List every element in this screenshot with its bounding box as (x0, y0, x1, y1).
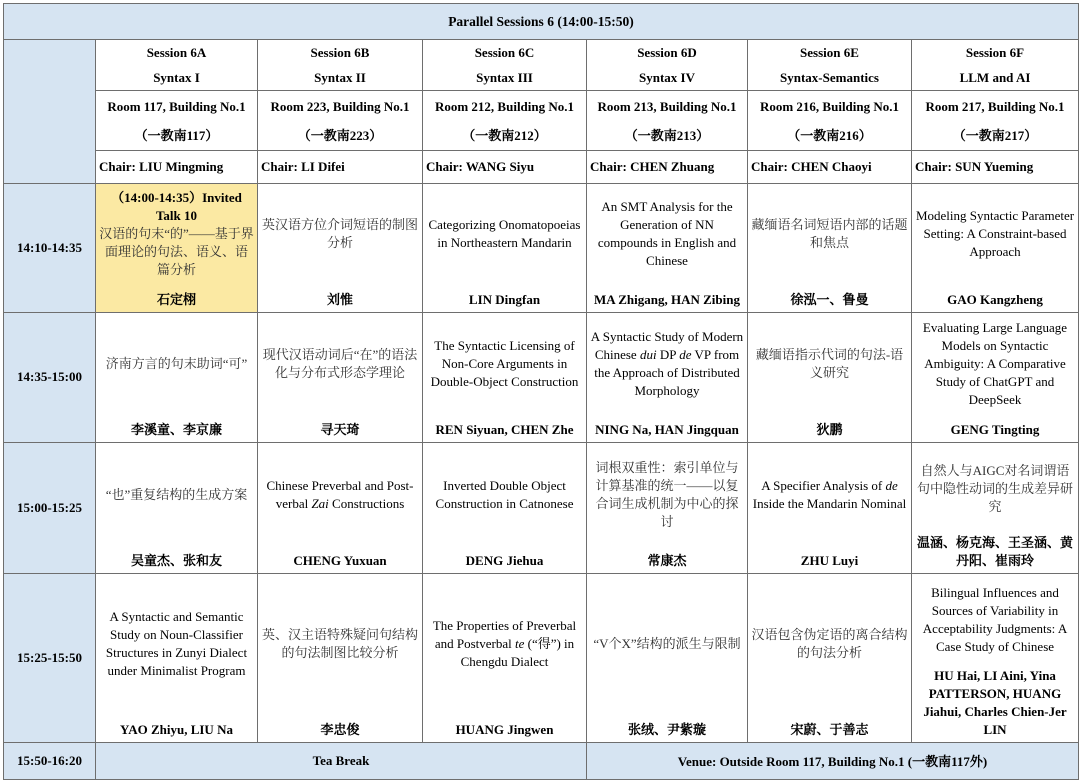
session-header-6c: Session 6C Syntax III (423, 40, 587, 91)
talk-author: GENG Tingting (950, 422, 1040, 438)
talk-title: Chinese Preverbal and Post-verbal Zai Constructions (266, 477, 414, 511)
talk-title: An SMT Analysis for the Generation of NN compounds in English and Chinese (597, 199, 737, 269)
talk-author: 张绒、尹紫璇 (627, 721, 706, 737)
talk-author: 温涵、杨克海、王圣涵、黄丹阳、崔雨玲 (916, 534, 1073, 568)
talk-cell (587, 312, 748, 443)
chair-6d: Chair: CHEN Zhuang (587, 150, 748, 183)
talk-cell (423, 183, 587, 312)
talk-cell (912, 443, 1079, 574)
schedule-title: Parallel Sessions 6 (14:00-15:50) (4, 4, 1079, 40)
talk-cell (587, 183, 748, 312)
header-corner (4, 40, 96, 184)
tea-break-label: Tea Break (96, 742, 587, 779)
session-header-6e: Session 6E Syntax-Semantics (748, 40, 912, 91)
talk-cell (748, 443, 912, 574)
talk-author: 常康杰 (647, 552, 687, 568)
talk-author: DENG Jiehua (465, 552, 544, 568)
talk-title: 英汉语方位介词短语的制图分析 (261, 217, 418, 251)
talk-cell (258, 312, 423, 443)
time-slot-3: 15:00-15:25 (4, 443, 96, 574)
talk-author: HU Hai, LI Aini, Yina PATTERSON, HUANG Jiahui, Charles Chien-Jer LIN (923, 667, 1067, 737)
talk-title: 现代汉语动词后“在”的语法化与分布式形态学理论 (262, 346, 418, 380)
talk-cell (912, 573, 1079, 742)
chair-6e: Chair: CHEN Chaoyi (748, 150, 912, 183)
talk-title: The Syntactic Licensing of Non-Core Arguments in Double-Object Construction (430, 337, 579, 389)
time-slot-4: 15:25-15:50 (4, 573, 96, 742)
room-6a: Room 117, Building No.1 （一教南117） (96, 91, 258, 150)
talk-title: A Specifier Analysis of de Inside the Mandarin Nominal (752, 477, 907, 511)
talk-title: Bilingual Influences and Sources of Variability in Acceptability Judgments: A Case Study of Chinese (922, 585, 1068, 655)
session-header-6a: Session 6A Syntax I (96, 40, 258, 91)
talk-author: 徐泓一、鲁曼 (790, 291, 869, 307)
talk-author: MA Zhigang, HAN Zibing (594, 291, 740, 307)
talk-title: 自然人与AIGC对名词谓语句中隐性动词的生成差异研究 (916, 462, 1073, 514)
talk-title: 汉语的句末“的”——基于界面理论的句法、语义、语篇分析 (99, 226, 254, 278)
talk-author: 狄鹏 (816, 422, 843, 438)
room-6d: Room 213, Building No.1 （一教南213） (587, 91, 748, 150)
talk-author: ZHU Luyi (800, 552, 859, 568)
talk-title: A Syntactic Study of Modern Chinese dui DP de VP from the Approach of Distributed Morphology (590, 328, 744, 398)
tea-time: 15:50-16:20 (4, 742, 96, 779)
talk-cell (96, 183, 258, 312)
talk-cell (96, 573, 258, 742)
talk-title: Evaluating Large Language Models on Syntactic Ambiguity: A Comparative Study of ChatGPT and DeepSeek (922, 319, 1068, 407)
talk-author: REN Siyuan, CHEN Zhe (435, 422, 574, 438)
talk-cell (748, 573, 912, 742)
talk-title: 藏缅语指示代词的句法-语义研究 (755, 346, 904, 380)
talk-author: CHENG Yuxuan (293, 552, 387, 568)
talk-author: 寻天琦 (320, 422, 360, 438)
session-header-6d: Session 6D Syntax IV (587, 40, 748, 91)
talk-title: 藏缅语名词短语内部的话题和焦点 (751, 217, 908, 251)
talk-title: 济南方言的句末助词“可” (105, 355, 248, 371)
time-slot-1: 14:10-14:35 (4, 183, 96, 312)
invited-talk-label: （14:00-14:35）Invited Talk 10 (111, 190, 242, 224)
talk-author: 石定栩 (156, 291, 196, 307)
room-6e: Room 216, Building No.1 （一教南216） (748, 91, 912, 150)
talk-author: 刘惟 (326, 291, 353, 307)
chair-6b: Chair: LI Difei (258, 150, 423, 183)
time-slot-2: 14:35-15:00 (4, 312, 96, 443)
schedule-table (3, 3, 1079, 780)
talk-author: HUANG Jingwen (455, 721, 554, 737)
talk-title: Modeling Syntactic Parameter Setting: A Constraint-based Approach (915, 208, 1075, 260)
talk-cell (587, 573, 748, 742)
chair-6c: Chair: WANG Siyu (423, 150, 587, 183)
talk-cell (423, 573, 587, 742)
talk-author: NING Na, HAN Jingquan (595, 422, 739, 438)
talk-author: 李溪童、李京廉 (130, 422, 222, 438)
talk-author: 吴童杰、张和友 (130, 552, 222, 568)
talk-title: “V个X”结构的派生与限制 (593, 636, 741, 652)
session-header-6b: Session 6B Syntax II (258, 40, 423, 91)
talk-cell (587, 443, 748, 574)
room-6b: Room 223, Building No.1 （一教南223） (258, 91, 423, 150)
talk-author: 李忠俊 (320, 721, 360, 737)
talk-title: 词根双重性：索引单位与计算基准的统一——以复合词生成机制为中心的探讨 (595, 459, 739, 529)
talk-cell (96, 443, 258, 574)
talk-cell (258, 573, 423, 742)
talk-cell (423, 312, 587, 443)
room-6f: Room 217, Building No.1 （一教南217） (912, 91, 1079, 150)
talk-title: Categorizing Onomatopoeias in Northeastern Mandarin (428, 217, 581, 251)
talk-cell (748, 183, 912, 312)
talk-author: GAO Kangzheng (947, 291, 1043, 307)
chair-6f: Chair: SUN Yueming (912, 150, 1079, 183)
session-header-6f: Session 6F LLM and AI (912, 40, 1079, 91)
talk-cell (96, 312, 258, 443)
talk-cell (423, 443, 587, 574)
talk-title: Inverted Double Object Construction in Catnonese (435, 477, 574, 511)
tea-venue: Venue: Outside Room 117, Building No.1 (一教南117外) (587, 742, 1079, 779)
talk-author: LIN Dingfan (468, 291, 541, 307)
room-6c: Room 212, Building No.1 （一教南212） (423, 91, 587, 150)
talk-author: 宋蔚、于善志 (790, 721, 869, 737)
talk-title: 汉语包含伪定语的离合结构的句法分析 (751, 627, 908, 661)
talk-title: 英、汉主语特殊疑问句结构的句法制图比较分析 (261, 627, 418, 661)
talk-cell (912, 312, 1079, 443)
talk-author: YAO Zhiyu, LIU Na (120, 721, 233, 737)
talk-cell (912, 183, 1079, 312)
talk-title: A Syntactic and Semantic Study on Noun-Classifier Structures in Zunyi Dialect under Minimalist Program (105, 609, 248, 679)
talk-title: The Properties of Preverbal and Postverbal te (“得”) in Chengdu Dialect (432, 618, 577, 670)
chair-6a: Chair: LIU Mingming (96, 150, 258, 183)
talk-cell (258, 443, 423, 574)
talk-cell (258, 183, 423, 312)
talk-cell (748, 312, 912, 443)
talk-title: “也”重复结构的生成方案 (105, 486, 248, 502)
